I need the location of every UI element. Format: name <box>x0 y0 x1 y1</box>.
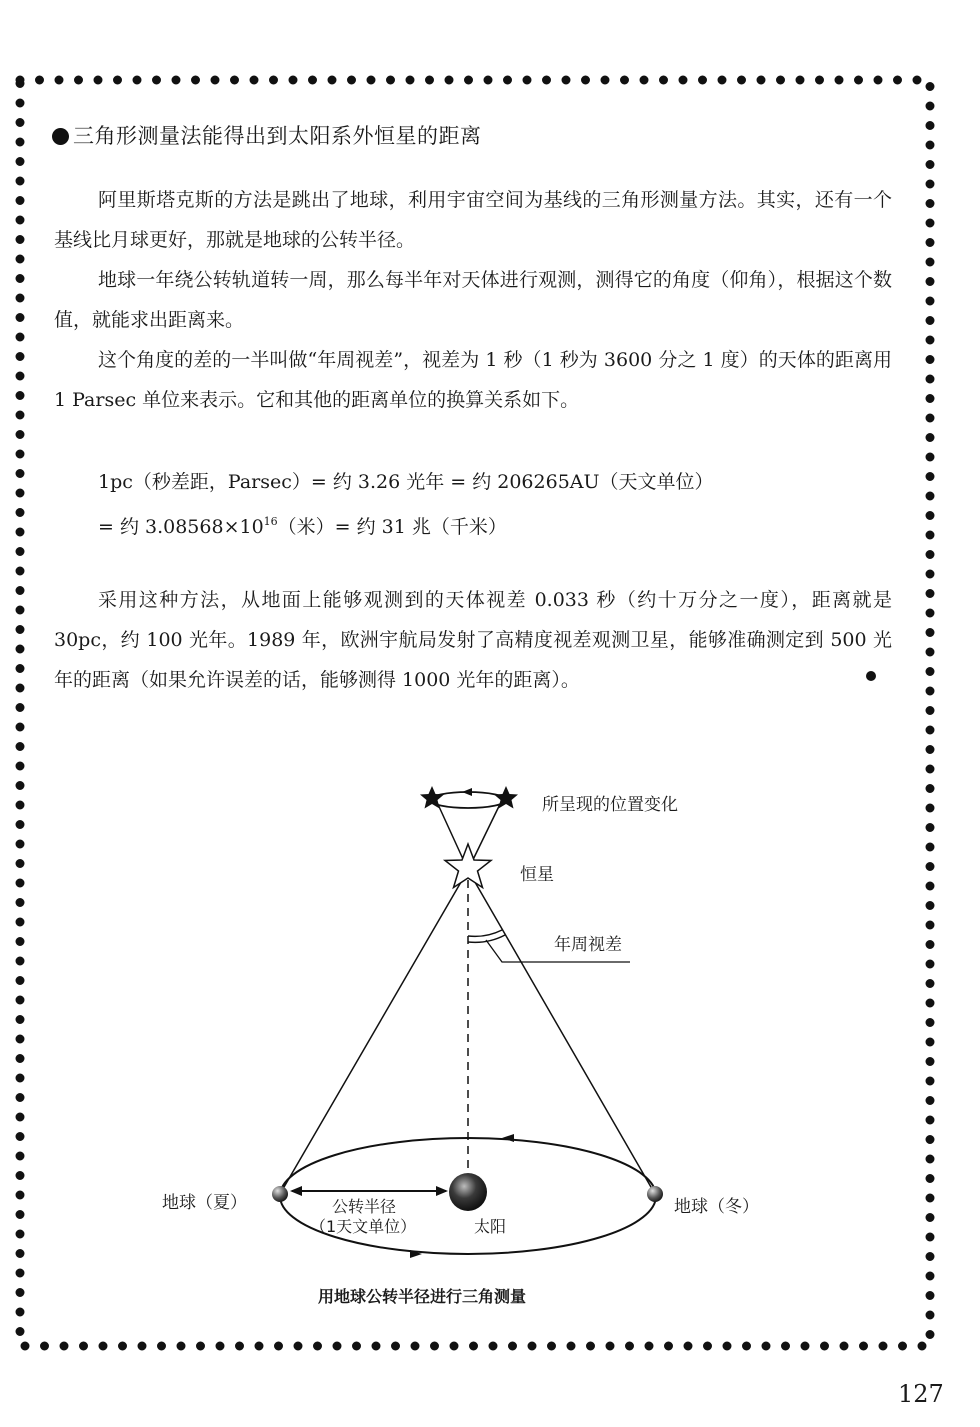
label-earth-summer: 地球（夏） <box>162 1193 247 1213</box>
label-astronomical-unit: （1天文单位） <box>310 1217 417 1236</box>
paragraph-2: 地球一年绕公转轨道转一周，那么每半年对天体进行观测，测得它的角度（仰角），根据这个数值，就能求出距离来。 <box>54 269 892 331</box>
paragraph-4: 采用这种方法，从地面上能够观测到的天体视差 0.033 秒（约十万分之一度），距离就是 30pc，约 100 光年。1989 年，欧洲宇航局发射了高精度视差观测卫星，能够准确测定到 500 光年的距离（如果允许误差的话，能够测得 1000 光年的距离）。 <box>54 589 892 691</box>
closing-paragraph-block <box>54 580 892 700</box>
sun <box>449 1173 487 1211</box>
section-heading-text: 三角形测量法能得出到太阳系外恒星的距离 <box>73 124 482 148</box>
parallax-diagram <box>150 770 790 1310</box>
orbit-arrow-top <box>502 1134 514 1142</box>
label-parallax: 年周视差 <box>554 935 622 955</box>
section-heading <box>52 120 482 150</box>
intro-paragraphs <box>54 180 892 420</box>
formula-exponent: 16 <box>263 515 278 528</box>
formula-line-2 <box>98 502 714 547</box>
earth-summer <box>272 1186 288 1202</box>
label-earth-winter: 地球（冬） <box>674 1197 759 1217</box>
radius-arrowhead-right <box>436 1186 448 1196</box>
radius-arrowhead-left <box>290 1186 302 1196</box>
formula-line-2-suffix: （米）= 约 31 兆（千米） <box>277 516 507 538</box>
label-sun: 太阳 <box>474 1217 507 1236</box>
formula-line-2-prefix: = 约 3.08568×10 <box>98 516 264 538</box>
apparent-path-arrow <box>462 788 472 796</box>
label-star: 恒星 <box>520 865 554 885</box>
bullet-dot-icon <box>52 128 69 145</box>
conversion-formula <box>98 462 714 547</box>
page-number: 127 <box>898 1380 944 1408</box>
parallax-angle-arc <box>468 930 502 936</box>
parallax-diagram-drawing <box>150 770 790 1310</box>
figure-caption: 用地球公转半径进行三角测量 <box>318 1287 527 1306</box>
label-position-change: 所呈现的位置变化 <box>542 795 678 815</box>
formula-line-1: 1pc（秒差距，Parsec）= 约 3.26 光年 = 约 206265AU（天文单位） <box>98 471 714 493</box>
label-orbital-radius: 公转半径 <box>332 1197 397 1216</box>
paragraph-3: 这个角度的差的一半叫做“年周视差”，视差为 1 秒（1 秒为 3600 分之 1 度）的天体的距离用 1 Parsec 单位来表示。它和其他的距离单位的换算关系如下。 <box>54 349 892 411</box>
paragraph-1: 阿里斯塔克斯的方法是跳出了地球，利用宇宙空间为基线的三角形测量方法。其实，还有一个基线比月球更好，那就是地球的公转半径。 <box>54 189 892 251</box>
earth-winter <box>647 1186 663 1202</box>
end-mark-dot <box>866 671 876 681</box>
